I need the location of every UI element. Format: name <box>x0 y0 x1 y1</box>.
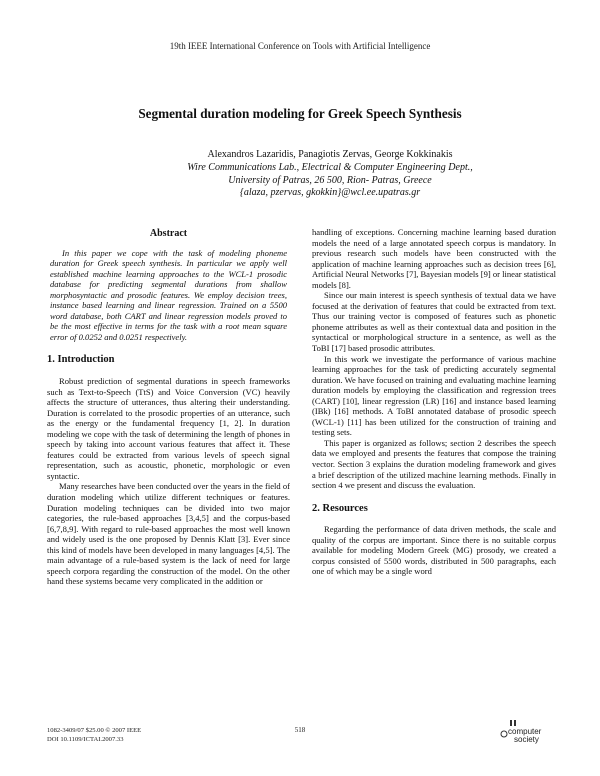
intro-paragraph-1: Robust prediction of segmental durations in speech frameworks such as Text-to-Speech (TtS) and Voice Conversion (VC) heavily affects the structure of utterances, thus altering their understanding. Duration is correlated to the prosodic properties of an utterance, such as the energy or the fundamental frequency [1, 2]. In duration modeling we cope with the task of determining the length of phones in speech by taking into account various features that affect it. These features could be extracted from various levels of speech signal representation, such as acoustic, phonetic, morphologic or even syntactic. <box>47 376 290 481</box>
page-number: 518 <box>294 726 306 734</box>
intro-paragraph-5: This paper is organized as follows; section 2 describes the speech data we employed and presents the features that compose the training vector. Section 3 explains the duration modeling framework and gives a brief description of the utilized machine learning methods. Finally in section 4 we present and discuss the evaluation. <box>312 437 556 491</box>
logo-line-computer: computer <box>508 727 542 736</box>
intro-paragraph-2-continued: handling of exceptions. Concerning machine learning based duration models the need of a large annotated speech corpus is mandatory. In previous research such models have been constructed with the application of machine learning approaches such as decision trees [6], Artificial Neural Networks [7], Bayesian models [9] or linear statistical models [8]. <box>312 227 556 290</box>
footer-copyright: 1082-3409/07 $25.00 © 2007 IEEE <box>47 727 142 734</box>
paper-title: Segmental duration modeling for Greek Speech Synthesis <box>138 106 462 121</box>
abstract-text: In this paper we cope with the task of modeling phoneme duration for Greek speech synthesis. In particular we apply well established machine learning approaches to the WCL-1 prosodic database for predicting segmental durations from shallow morphosyntactic and prosodic features. We employ decision trees, instance based learning and linear regression. Trained on a 5500 word database, both CART and linear regression models proved to be the most effective in terms for the task with a root mean square error of 0.0252 and 0.0251 respectively. <box>50 247 287 342</box>
intro-paragraph-3: Since our main interest is speech synthesis of textual data we have focused at the derivation of features that could be extracted from text. Thus our training vector is composed of features such as phonetic phoneme attributes as well as their contextual data and position in the syntactical or morphological structure in a sentence, as well as the ToBI [17] based prosodic attributes. <box>312 290 556 354</box>
author-names: Alexandros Lazaridis, Panagiotis Zervas, George Kokkinakis <box>207 149 453 160</box>
abstract-heading: Abstract <box>149 228 188 239</box>
affiliation-line-2: University of Patras, 26 500, Rion- Patras, Greece <box>228 174 432 186</box>
right-column <box>312 227 556 577</box>
author-emails: {alaza, pzervas, gkokkin}@wcl.ee.upatras.gr <box>239 187 421 199</box>
affiliation-line-1: Wire Communications Lab., Electrical & Computer Engineering Dept., <box>187 161 473 173</box>
logo-text <box>508 728 541 743</box>
ieee-computer-society-logo <box>490 719 550 749</box>
section-heading-introduction: 1. Introduction <box>47 354 115 366</box>
resources-paragraph-1: Regarding the performance of data driven methods, the scale and quality of the corpus are important. Since there is no suitable corpus available for modeling Modern Greek (MG) prosody, we created a corpus consisted of 5500 words, distributed in 500 paragraphs, each one of which may be a single word <box>312 524 556 577</box>
conference-header: 19th IEEE International Conference on Tools with Artificial Intelligence <box>169 41 431 51</box>
logo-line-society: society <box>514 734 539 744</box>
section-heading-resources: 2. Resources <box>312 502 368 514</box>
left-column <box>47 227 290 587</box>
intro-paragraph-4: In this work we investigate the performance of various machine learning approaches for the task of predicting accurately segmental duration. We have focused on training and evaluating machine learning duration models by employing the classification and regression trees (CART) [10], linear regression (LR) [16] and instance based learning (IBk) [16] methods. A ToBI annotated database of prosodic speech (WCL-1) [11] has been utilized for the construction of training and testing sets. <box>312 353 556 438</box>
author-block <box>120 149 540 200</box>
abstract-body <box>47 248 290 343</box>
intro-paragraph-2: Many researches have been conducted over the years in the field of duration modeling which utilize different techniques or features. Duration modeling techniques can be divided into two major categories, the rule-based approaches [3,4,5] and the corpus-based [6,7,8,9]. With regard to rule-based approaches the most well known and widely used is the one proposed by Dennis Klatt [3]. Ever since this kind of models have been developed in many languages [4,5]. The main advantage of a rule-based system is the lack of need for large speech corpora regarding the construction of the model. On the other hand these systems became very complicated in the addition or <box>47 481 290 587</box>
footer-doi: DOI 10.1109/ICTAI.2007.33 <box>47 736 124 743</box>
